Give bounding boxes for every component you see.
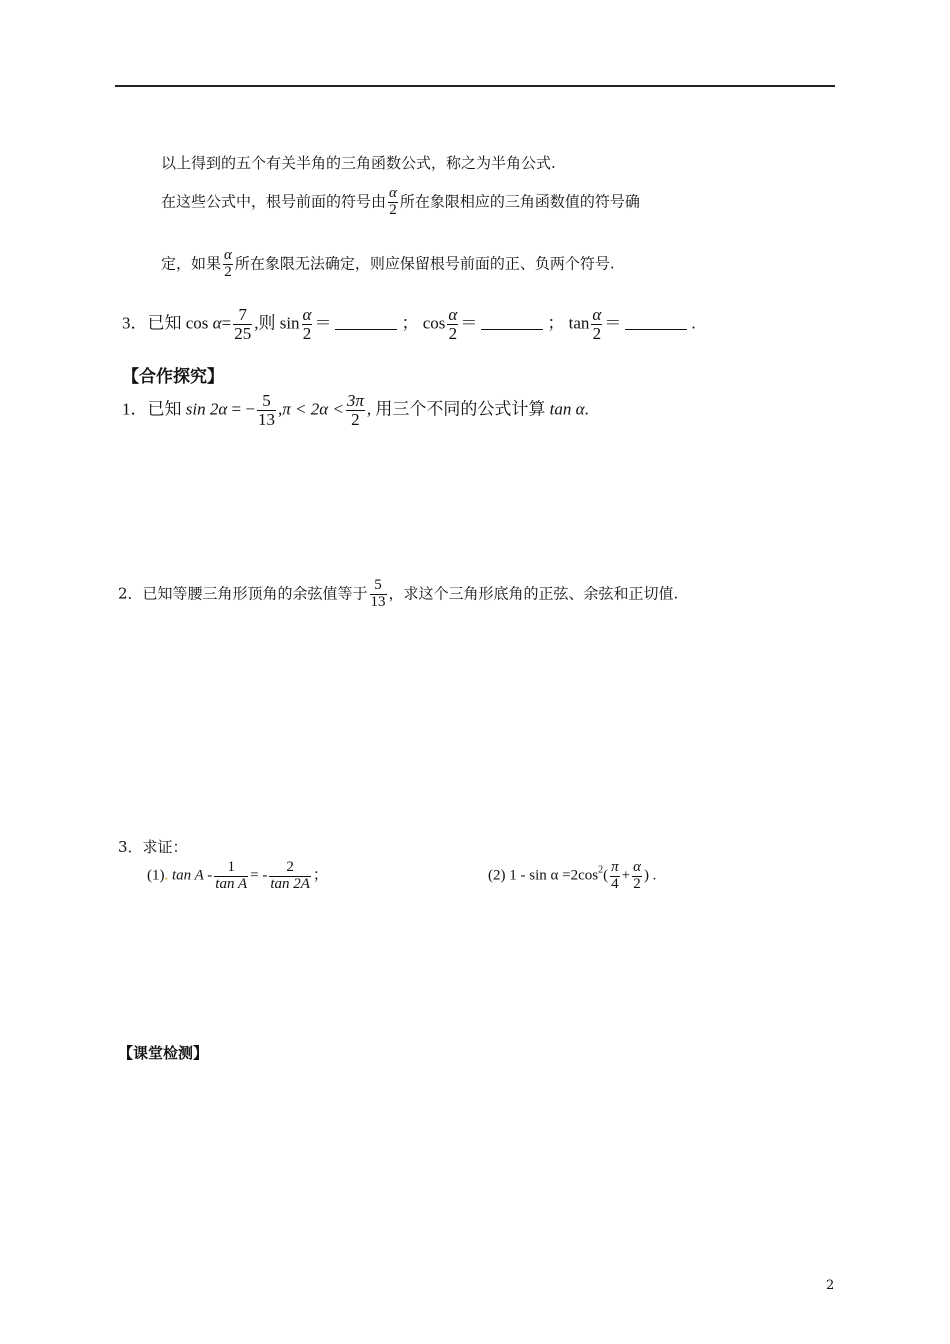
intro-text-2a: 在这些公式中，根号前面的符号由 — [161, 192, 387, 211]
q3-label: 3．已知 — [122, 313, 182, 333]
section-heading-check: 【课堂检测】 — [118, 1044, 209, 1062]
answer-blank-cos[interactable] — [481, 329, 543, 330]
intro-line-1 — [161, 152, 556, 173]
question-3 — [122, 306, 696, 343]
proof1-dot: . — [164, 867, 169, 884]
intro-text-3a: 定，如果 — [161, 254, 222, 273]
q3-sep: ； — [547, 313, 565, 333]
intro-line-2 — [161, 186, 640, 219]
fraction-numerator: 5 — [257, 392, 276, 411]
proof1-fraction-2 — [269, 860, 311, 893]
q3-cos: cos — [185, 313, 209, 333]
fraction-denominator: tan A — [215, 875, 248, 892]
alpha-half-fraction — [223, 248, 233, 281]
fraction-numerator: 5 — [370, 578, 387, 595]
intro-line-3 — [161, 248, 615, 281]
coop1-interval: ,π < 2α < — [277, 399, 344, 419]
proof2-label: (2) — [488, 867, 506, 884]
fraction-numerator: α — [224, 247, 232, 263]
coop2-text-b: ，求这个三角形底角的正弦、余弦和正切值. — [388, 584, 679, 603]
coop1-end: . — [584, 399, 589, 419]
q3-cos: cos — [422, 313, 446, 333]
coop-question-1 — [122, 392, 589, 429]
page-number: 2 — [826, 1278, 835, 1293]
fraction-numerator: 1 — [214, 860, 248, 877]
answer-blank-tan[interactable] — [625, 329, 687, 330]
proof1-eq: = - — [250, 867, 268, 884]
q3-eq: ＝ — [460, 313, 478, 333]
proof1-label: (1) — [147, 867, 165, 884]
coop1-eq: = − — [231, 399, 255, 419]
coop-question-3-title: 3．求证： — [118, 838, 188, 856]
q3-alpha: α — [212, 313, 222, 333]
proof1-tanA: tan A - — [172, 867, 213, 884]
proof2-paren: ( — [603, 867, 609, 884]
proof1-end: ； — [312, 867, 328, 884]
header-rule — [115, 85, 835, 87]
q3-end: . — [691, 313, 696, 333]
coop2-text-a: 2．已知等腰三角形顶角的余弦值等于 — [118, 584, 368, 603]
proof-part-1 — [147, 860, 328, 893]
proof2-lhs: 1 - sin α =2cos — [509, 867, 599, 884]
coop2-fraction — [370, 578, 387, 611]
proof2-end: ) . — [643, 867, 657, 884]
fraction-denominator: 2 — [389, 201, 397, 218]
fraction-numerator: 7 — [233, 306, 252, 325]
coop1-tana: tan α — [549, 399, 585, 419]
fraction-denominator: tan 2A — [270, 875, 310, 892]
fraction-numerator: π — [611, 859, 619, 875]
intro-text-2b: 所在象限相应的三角函数值的符号确 — [399, 192, 640, 211]
fraction-denominator: 13 — [370, 593, 386, 610]
proof1-fraction-1 — [214, 860, 248, 893]
fraction-numerator: α — [448, 305, 458, 324]
q3-half-fraction — [302, 306, 313, 343]
q3-half-fraction — [591, 306, 602, 343]
intro-text-3b: 所在象限无法确定，则应保留根号前面的正、负两个符号. — [234, 254, 615, 273]
proof2-plus: + — [621, 867, 631, 884]
proof-part-2 — [488, 860, 656, 893]
fraction-denominator: 2 — [633, 875, 641, 892]
fraction-numerator: α — [633, 859, 641, 875]
q3-half-fraction — [447, 306, 458, 343]
fraction-denominator: 2 — [302, 323, 312, 343]
coop1-instruction: , 用三个不同的公式计算 — [366, 399, 546, 419]
coop1-fraction-1 — [257, 392, 276, 429]
q3-tan: tan — [568, 313, 590, 333]
q3-then: ,则 — [254, 313, 276, 333]
fraction-denominator: 13 — [257, 409, 275, 429]
fraction-denominator: 25 — [234, 323, 252, 343]
fraction-numerator: 2 — [269, 860, 311, 877]
coop1-label: 1．已知 — [122, 399, 182, 419]
fraction-denominator: 2 — [351, 409, 360, 429]
q3-eq: ＝ — [314, 313, 332, 333]
intro-text-1: 以上得到的五个有关半角的三角函数公式，称之为半角公式. — [161, 154, 556, 172]
coop1-sin2a: sin 2α — [185, 399, 228, 419]
proof2-fraction-2 — [632, 860, 642, 893]
proof2-exponent: 2 — [598, 864, 604, 876]
section-heading-coop: 【合作探究】 — [122, 367, 224, 387]
q3-sep: ； — [401, 313, 419, 333]
fraction-numerator: α — [592, 305, 602, 324]
fraction-denominator: 2 — [224, 263, 232, 280]
alpha-half-fraction — [388, 186, 398, 219]
fraction-denominator: 4 — [611, 875, 619, 892]
q3-eq: ＝ — [604, 313, 622, 333]
fraction-numerator: α — [389, 185, 397, 201]
q3-sin: sin — [279, 313, 300, 333]
fraction-numerator: α — [302, 305, 312, 324]
fraction-denominator: 2 — [448, 323, 458, 343]
coop1-fraction-2 — [346, 392, 365, 429]
fraction-denominator: 2 — [592, 323, 602, 343]
coop-question-2 — [118, 578, 678, 611]
proof2-fraction-1 — [610, 860, 620, 893]
fraction-numerator: 3π — [346, 391, 364, 410]
q3-eq: = — [221, 313, 232, 333]
answer-blank-sin[interactable] — [335, 329, 397, 330]
q3-fraction — [233, 306, 252, 343]
